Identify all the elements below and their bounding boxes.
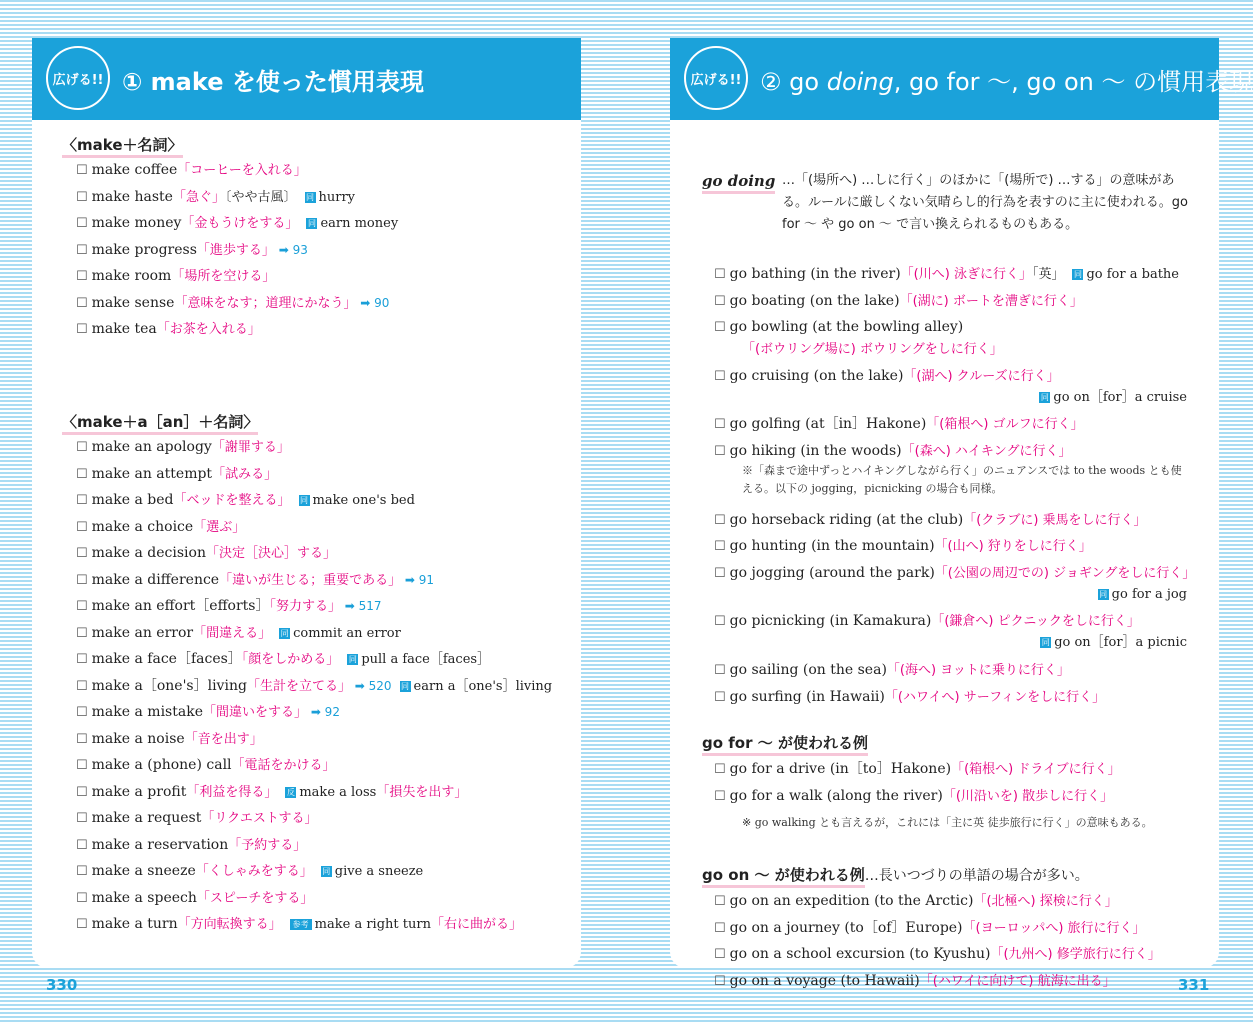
entry-japanese: 「違いが生じる；重要である」 (219, 572, 402, 588)
entry-alternative-text: commit an error (293, 625, 401, 641)
checkbox-icon: ☐ (76, 163, 88, 178)
section-go-on-title: go on 〜 が使われる例 (702, 866, 865, 888)
list-item (76, 703, 340, 722)
entry-english: make a［one's］living (91, 677, 247, 694)
entry-japanese: 「利益を得る」 (186, 784, 278, 800)
entry-japanese: 「(クラブに) 乗馬をしに行く」 (963, 512, 1147, 528)
list-item (714, 760, 1121, 779)
entry-alternative-text: hurry (318, 189, 356, 205)
checkbox-icon: ☐ (76, 890, 88, 906)
intro-head (702, 172, 775, 190)
entry-register: 「英」 (1031, 267, 1065, 282)
entry-alternative-text: go for a bathe (1086, 267, 1179, 282)
list-item (76, 915, 522, 934)
list-item (714, 367, 1060, 386)
section-make-a-noun (62, 411, 258, 432)
list-item (714, 945, 1161, 964)
entry-alternative (285, 785, 467, 800)
checkbox-icon: ☐ (76, 625, 88, 641)
list-item (714, 787, 1113, 806)
entry-reference: ➡ 91 (401, 572, 435, 587)
checkbox-icon: ☐ (714, 614, 726, 630)
list-item (76, 650, 490, 669)
list-item (714, 919, 1146, 938)
list-item (714, 292, 1083, 311)
entry-english: make haste (91, 188, 173, 205)
list-item (76, 862, 423, 881)
left-content (32, 120, 581, 968)
list-item (714, 415, 1084, 434)
entry-japanese: 「謝罪する」 (211, 440, 290, 455)
checkbox-icon: ☐ (76, 216, 88, 231)
entry-japanese: 「電話をかける」 (231, 758, 336, 773)
entry-english: go jogging (around the park) (729, 565, 935, 581)
list-item (76, 267, 275, 286)
checkbox-icon: ☐ (714, 267, 726, 282)
list-item (76, 756, 336, 775)
list-item (76, 465, 277, 484)
list-item (76, 544, 336, 563)
list-item (76, 889, 313, 908)
checkbox-icon: ☐ (714, 920, 726, 936)
entry-reference: ➡ 520 (350, 678, 392, 693)
synonym-icon: 参考 (290, 919, 312, 930)
list-item (714, 688, 1105, 707)
entry-english: make an error (91, 624, 194, 641)
synonym-icon: 同 (348, 655, 357, 664)
entry-japanese: 「(ヨーロッパへ) 旅行に行く」 (962, 920, 1146, 936)
checkbox-icon: ☐ (714, 973, 726, 989)
section-make-noun (62, 134, 183, 155)
entry-english: go bathing (in the river) (729, 266, 901, 282)
entry-reference: ➡ 517 (340, 599, 382, 613)
entry-alternative-text: give a sneeze (334, 864, 424, 879)
entry-alternative (305, 190, 356, 205)
entry-alternative (279, 626, 401, 641)
checkbox-icon: ☐ (714, 689, 726, 705)
list-item-alternative (1039, 389, 1187, 407)
section-go-on (702, 864, 1089, 885)
right-badge: 広げる!! (684, 46, 748, 110)
checkbox-icon: ☐ (714, 417, 726, 433)
checkbox-icon: ☐ (714, 293, 726, 309)
entry-english: make a profit (91, 783, 187, 800)
entry-japanese: 「(森へ) ハイキングに行く」 (901, 443, 1072, 459)
checkbox-icon: ☐ (76, 295, 88, 311)
left-header (32, 38, 581, 120)
checkbox-icon: ☐ (76, 493, 88, 508)
entry-english: make a request (91, 810, 202, 826)
right-title-num: ② go (760, 68, 827, 96)
entry-alternative-text: go on［for］a picnic (1054, 635, 1187, 651)
list-item (714, 442, 1072, 461)
entry-japanese: 「間違いをする」 (202, 705, 307, 720)
entry-japanese: 「(鎌倉へ) ピクニックをしに行く」 (931, 614, 1140, 630)
entry-japanese: 「予約する」 (228, 837, 307, 853)
entry-english: go sailing (on the sea) (729, 661, 887, 678)
section-make-noun-title: 〈make＋名詞〉 (62, 136, 183, 158)
checkbox-icon: ☐ (76, 731, 88, 747)
checkbox-icon: ☐ (76, 242, 88, 258)
entry-japanese: 「場所を空ける」 (171, 269, 276, 284)
entry-japanese: 「(ハワイへ) サーフィンをしに行く」 (884, 689, 1106, 705)
entry-japanese: 「(川沿いを) 散歩しに行く」 (942, 788, 1114, 804)
intro-description: …「(場所へ) …しに行く」のほかに「(場所で) …する」の意味がある。ルールに厳しくない気晴らし的行為を表すのに主に使われる。go for 〜 や go on 〜 で言い換えられるものもある。 (782, 173, 1188, 232)
checkbox-icon: ☐ (714, 566, 726, 581)
list-item-alternative (1040, 634, 1187, 652)
section-go-on-note: …長いつづりの単語の場合が多い。 (864, 868, 1089, 884)
entry-japanese: 「音を出す」 (184, 731, 263, 747)
entry-english: make tea (91, 321, 157, 337)
entry-alternative-text: make a loss (299, 784, 377, 800)
entry-english: go on a school excursion (to Kyushu) (729, 946, 991, 962)
entry-japanese: 「(北極へ) 探検に行く」 (973, 894, 1118, 909)
entry-reference: ➡ 90 (356, 295, 390, 310)
entry-alternative-japanese: 「損失を出す」 (376, 784, 468, 800)
list-item (76, 320, 261, 339)
entry-alternative (321, 864, 424, 879)
entry-japanese: 「急ぐ」 (172, 189, 225, 205)
checkbox-icon: ☐ (76, 678, 88, 694)
checkbox-icon: ☐ (714, 662, 726, 678)
checkbox-icon: ☐ (714, 320, 726, 336)
entry-english: make progress (91, 241, 197, 258)
entry-english: make an apology (91, 439, 212, 455)
checkbox-icon: ☐ (76, 652, 88, 667)
entry-japanese: 「(湖に) ボートを漕ぎに行く」 (899, 293, 1083, 309)
list-item (714, 892, 1118, 911)
list-item (76, 624, 401, 643)
entry-english: go on a journey (to［of］Europe) (729, 919, 963, 936)
entry-japanese: 「方向転換する」 (177, 917, 282, 932)
entry-japanese: 「試みる」 (212, 466, 278, 482)
entry-english: go golfing (at［in］Hakone) (729, 416, 927, 433)
synonym-icon: 同 (300, 496, 309, 505)
synonym-icon: 反 (286, 787, 295, 797)
entry-english: make a speech (91, 889, 197, 906)
list-item (714, 537, 1092, 556)
synonym-icon: 同 (401, 681, 410, 691)
entry-english: make an effort［efforts］ (91, 598, 270, 614)
entry-japanese: 「(箱根へ) ゴルフに行く」 (926, 417, 1084, 433)
entry-english: go horseback riding (at the club) (729, 511, 964, 528)
entry-english: go surfing (in Hawaii) (729, 688, 885, 705)
entry-reference: ➡ 92 (307, 705, 340, 719)
entry-alternative (1072, 267, 1179, 282)
list-item (76, 438, 290, 457)
entry-alternative-text: earn money (320, 216, 399, 231)
synonym-icon: 同 (306, 192, 314, 202)
list-item (76, 783, 467, 802)
entry-japanese: 「決定［決心］する」 (205, 546, 336, 561)
page-number-left: 330 (46, 976, 78, 994)
entry-japanese: 「(九州へ) 修学旅行に行く」 (990, 947, 1161, 962)
right-title (760, 62, 1253, 97)
entry-japanese: 「コーヒーを入れる」 (177, 163, 307, 178)
checkbox-icon: ☐ (76, 784, 88, 800)
entry-alternative-text: go for a jog (1111, 586, 1187, 602)
entry-japanese: 「(ボウリング場に) ボウリングをしに行く」 (742, 342, 1003, 358)
entry-english: make sense (91, 294, 175, 311)
checkbox-icon: ☐ (714, 788, 726, 804)
synonym-icon: 同 (1099, 589, 1108, 599)
checkbox-icon: ☐ (76, 864, 88, 879)
checkbox-icon: ☐ (714, 947, 726, 962)
section-make-a-noun-title: 〈make＋a［an］＋名詞〉 (62, 413, 258, 435)
entry-japanese: 「意味をなす；道理にかなう」 (174, 295, 357, 311)
entry-japanese: 「努力する」 (269, 599, 341, 614)
checkbox-icon: ☐ (714, 368, 726, 384)
right-title-italic: doing (826, 68, 894, 96)
entry-english: go for a walk (along the river) (729, 787, 943, 804)
entry-alternative (400, 679, 553, 694)
entry-english: make coffee (91, 162, 178, 178)
entry-japanese: 「顔をしかめる」 (241, 652, 340, 667)
checkbox-icon: ☐ (76, 440, 88, 455)
list-item (76, 294, 389, 313)
entry-japanese: 「(海へ) ヨットに乗りに行く」 (886, 662, 1070, 678)
entry-reference: ➡ 93 (274, 242, 308, 257)
checkbox-icon: ☐ (76, 519, 88, 535)
entry-english: go picnicking (in Kamakura) (729, 613, 932, 630)
list-item (76, 161, 307, 180)
entry-english: go for a drive (in［to］Hakone) (729, 761, 952, 777)
checkbox-icon: ☐ (714, 762, 726, 777)
list-item (76, 491, 415, 510)
entry-alternative (299, 493, 415, 508)
checkbox-icon: ☐ (714, 539, 726, 555)
entry-japanese: 「(箱根へ) ドライブに行く」 (951, 762, 1121, 777)
entry-alternative-japanese: 「右に曲がる」 (430, 917, 522, 932)
entry-register: 〔やや古風〕 (224, 189, 297, 205)
entry-japanese: 「進歩する」 (196, 242, 275, 258)
checkbox-icon: ☐ (76, 705, 88, 720)
list-item (714, 661, 1070, 680)
entry-english: go hiking (in the woods) (729, 442, 902, 459)
entry-alternative (347, 652, 490, 667)
right-header (670, 38, 1253, 120)
section-go-for (702, 732, 868, 753)
entry-japanese: 「(山へ) 狩りをしに行く」 (934, 539, 1092, 555)
entry-japanese: 「金もうけをする」 (181, 216, 299, 231)
list-item (76, 188, 355, 207)
synonym-icon: 同 (1073, 270, 1082, 279)
entry-japanese: 「(公園の周辺での) ジョギングをしに行く」 (934, 566, 1196, 581)
entry-japanese: 「選ぶ」 (193, 519, 246, 535)
left-title: ① make を使った慣用表現 (122, 68, 424, 96)
list-item (76, 241, 308, 260)
entry-alternative-text: pull a face［faces］ (361, 652, 491, 667)
entry-english: make a choice (91, 518, 194, 535)
checkbox-icon: ☐ (76, 269, 88, 284)
list-item (714, 972, 1116, 991)
entry-english: go hunting (in the mountain) (729, 538, 935, 555)
entry-english: make a difference (91, 571, 220, 588)
entry-alternative-text: make a right turn (314, 917, 431, 932)
entry-english: make money (91, 215, 182, 231)
right-title-rest: , go for 〜, go on 〜 の慣用表現 (893, 68, 1253, 96)
list-item (76, 836, 306, 855)
entry-english: make a turn (91, 916, 178, 932)
entry-japanese: 「生計を立てる」 (246, 678, 351, 694)
hiking-note: ※「森まで途中ずっとハイキングしながら行く」のニュアンスでは to the woods とも使える。以下の jogging，picnicking の場合も同様。 (742, 464, 1182, 495)
checkbox-icon: ☐ (76, 837, 88, 853)
page-number-right: 331 (1178, 976, 1210, 994)
entry-english: make a mistake (91, 704, 203, 720)
checkbox-icon: ☐ (76, 811, 88, 826)
list-item (76, 571, 434, 590)
checkbox-icon: ☐ (76, 189, 88, 205)
entry-english: make a noise (91, 730, 185, 747)
entry-english: make an attempt (91, 465, 213, 482)
entry-japanese: 「間違える」 (193, 625, 272, 641)
checkbox-icon: ☐ (76, 546, 88, 561)
synonym-icon: 同 (1041, 638, 1050, 648)
entry-english: go on a voyage (to Hawaii) (729, 972, 920, 989)
entry-english: make a (phone) call (91, 757, 232, 773)
list-item-continuation (742, 340, 1003, 359)
checkbox-icon: ☐ (714, 443, 726, 459)
list-item (76, 214, 398, 233)
entry-japanese: 「リクエストする」 (201, 811, 318, 826)
list-item (76, 597, 382, 616)
entry-japanese: 「ベッドを整える」 (173, 493, 291, 508)
synonym-icon: 同 (307, 219, 316, 228)
entry-alternative-text: go on［for］a cruise (1053, 389, 1187, 405)
list-item (76, 677, 552, 696)
entry-japanese: 「(湖へ) クルーズに行く」 (903, 368, 1060, 384)
entry-japanese: 「くしゃみをする」 (195, 864, 313, 879)
checkbox-icon: ☐ (714, 894, 726, 909)
left-badge: 広げる!! (46, 46, 110, 110)
synonym-icon: 同 (280, 628, 289, 638)
checkbox-icon: ☐ (76, 758, 88, 773)
entry-english: go bowling (at the bowling alley) (729, 319, 964, 336)
synonym-icon: 同 (1040, 392, 1049, 402)
entry-alternative-text: earn a［one's］living (413, 678, 553, 694)
section-go-for-title: go for 〜 が使われる例 (702, 734, 868, 756)
checkbox-icon: ☐ (76, 572, 88, 588)
entry-japanese: 「スピーチをする」 (196, 890, 314, 906)
list-item (76, 518, 245, 537)
list-item-alternative (1098, 586, 1187, 604)
entry-english: go cruising (on the lake) (729, 367, 904, 384)
list-item (714, 612, 1140, 631)
checkbox-icon: ☐ (76, 917, 88, 932)
intro-head-text: go doing (702, 172, 775, 194)
entry-japanese: 「(川へ) 泳ぎに行く」 (900, 267, 1032, 282)
checkbox-icon: ☐ (76, 322, 88, 337)
entry-english: go boating (on the lake) (729, 292, 900, 309)
synonym-icon: 同 (322, 867, 331, 876)
entry-english: make a face［faces］ (91, 651, 242, 667)
entry-english: make a reservation (91, 836, 229, 853)
entry-english: make room (91, 268, 172, 284)
entry-alternative (290, 917, 522, 932)
list-item (76, 809, 317, 828)
entry-alternative-text: make one's bed (312, 493, 415, 508)
list-item (76, 730, 263, 749)
checkbox-icon: ☐ (76, 599, 88, 614)
entry-english: go on an expedition (to the Arctic) (729, 893, 974, 909)
entry-english: make a bed (91, 492, 174, 508)
checkbox-icon: ☐ (714, 512, 726, 528)
list-item (714, 318, 963, 337)
entry-english: make a sneeze (91, 863, 196, 879)
list-item (714, 511, 1147, 530)
left-page (32, 38, 581, 968)
entry-japanese: 「(ハワイに向けて) 航海に出る」 (919, 973, 1116, 989)
list-item (714, 265, 1179, 284)
list-item (714, 564, 1195, 583)
entry-japanese: 「お茶を入れる」 (156, 322, 261, 337)
go-for-note: ※ go walking とも言えるが，これには「主に英 徒歩旅行に行く」の意味もある。 (742, 816, 1153, 829)
entry-alternative (306, 216, 398, 231)
entry-english: make a decision (91, 545, 206, 561)
checkbox-icon: ☐ (76, 466, 88, 482)
